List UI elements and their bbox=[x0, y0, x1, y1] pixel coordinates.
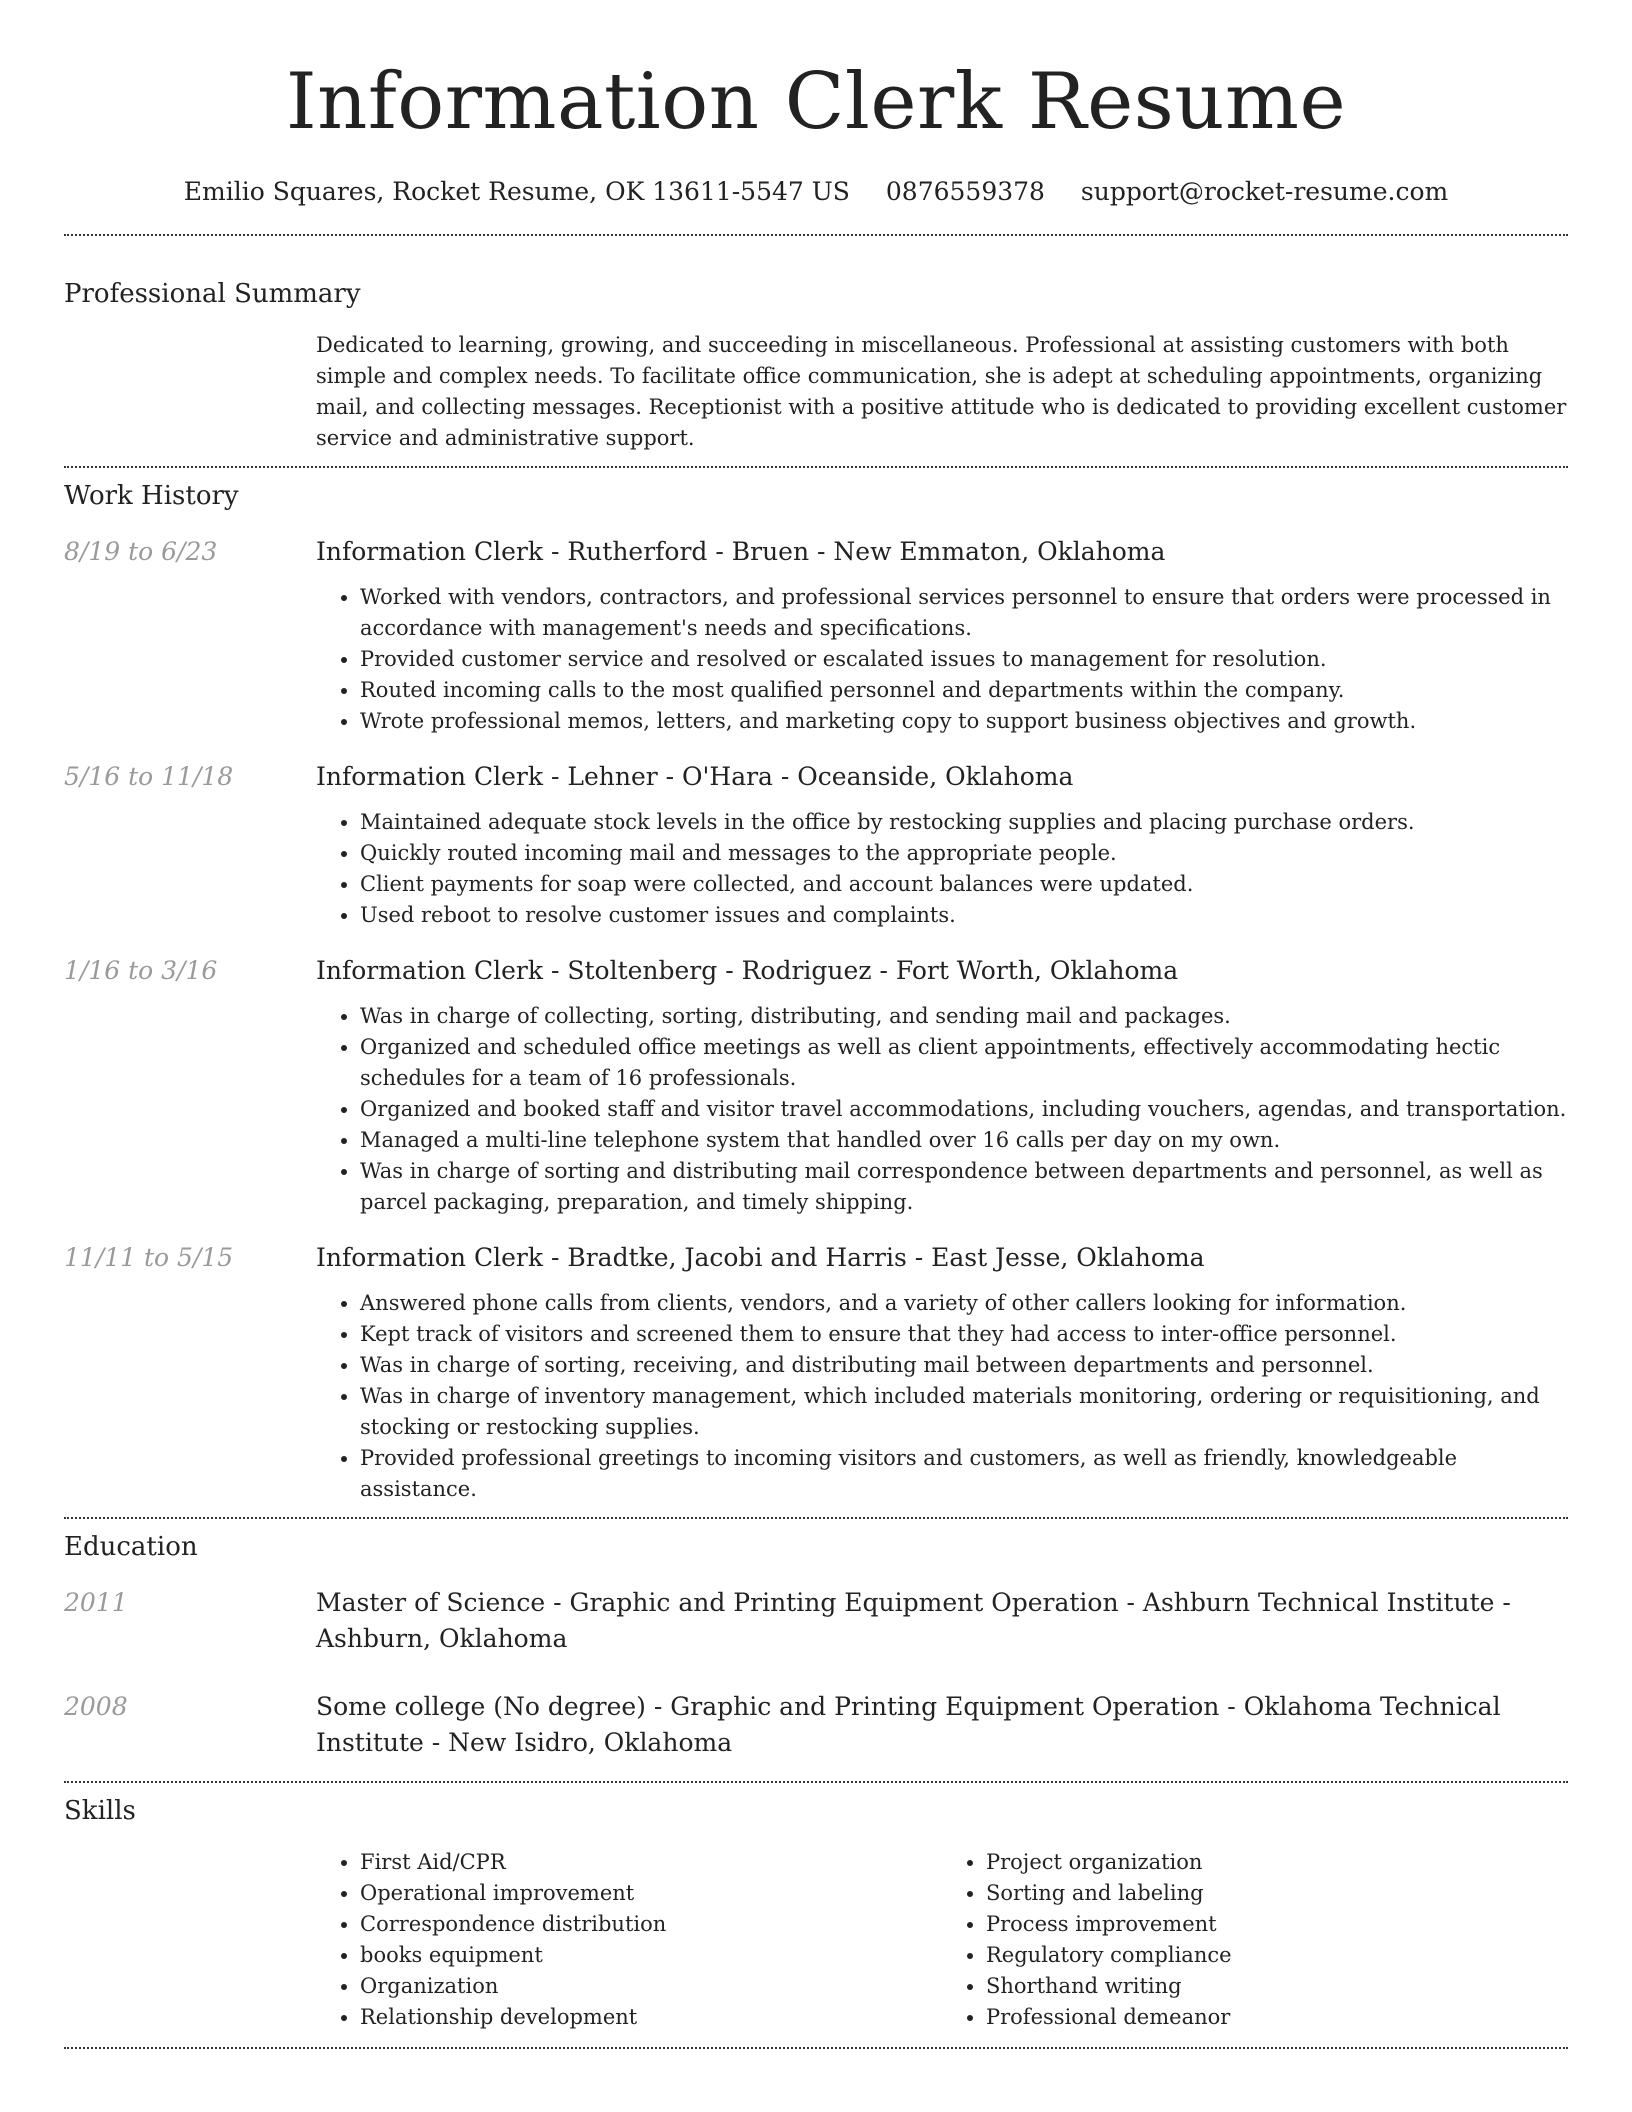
summary-text: Dedicated to learning, growing, and succeeding in miscellaneous. Professional at assisting customers with both simple and complex needs. To facilitate office communication, she is adept at scheduling appointments, organizing mail, and collecting messages. Receptionist with a positive attitude who is dedicated to providing excellent customer service and administrative support. bbox=[316, 333, 1567, 450]
skill-item: • Organization bbox=[360, 1971, 942, 2002]
skills-spacer bbox=[64, 1847, 316, 2033]
job-dates: 1/16 to 3/16 bbox=[64, 956, 218, 985]
skills-list-left bbox=[316, 1847, 942, 2033]
skill-item: • Regulatory compliance bbox=[986, 1940, 1568, 1971]
list-item: • Quickly routed incoming mail and messages to the appropriate people. bbox=[360, 838, 1568, 869]
summary-body bbox=[316, 330, 1568, 454]
list-item: • Was in charge of inventory management, which included materials monitoring, ordering or requisitioning, and stocking or restocking supplies. bbox=[360, 1381, 1568, 1443]
job-entry bbox=[64, 1240, 1568, 1505]
summary-heading: Professional Summary bbox=[64, 279, 361, 309]
job-title: Information Clerk - Bradtke, Jacobi and Harris - East Jesse, Oklahoma bbox=[316, 1243, 1205, 1272]
job-title: Information Clerk - Rutherford - Bruen - New Emmaton, Oklahoma bbox=[316, 537, 1166, 566]
job-bullets bbox=[316, 582, 1568, 737]
summary-section bbox=[64, 236, 1568, 454]
education-entry bbox=[64, 1585, 1568, 1657]
skills-heading: Skills bbox=[64, 1796, 136, 1826]
list-item: • Used reboot to resolve customer issues and complaints. bbox=[360, 900, 1568, 931]
list-item: • Provided professional greetings to incoming visitors and customers, as well as friendly, knowledgeable assistance. bbox=[360, 1443, 1568, 1505]
education-body bbox=[316, 1689, 1568, 1761]
job-bullets bbox=[316, 1001, 1568, 1218]
list-item: • Wrote professional memos, letters, and marketing copy to support business objectives and growth. bbox=[360, 706, 1568, 737]
list-item: • Was in charge of collecting, sorting, distributing, and sending mail and packages. bbox=[360, 1001, 1568, 1032]
education-section bbox=[64, 1519, 1568, 1761]
contact-email: support@rocket-resume.com bbox=[1080, 177, 1449, 206]
job-body bbox=[316, 1240, 1568, 1505]
job-body bbox=[316, 953, 1568, 1218]
list-item: • Worked with vendors, contractors, and professional services personnel to ensure that orders were processed in accordance with management's needs and specifications. bbox=[360, 582, 1568, 644]
skill-item: • Sorting and labeling bbox=[986, 1878, 1568, 1909]
page-title: Information Clerk Resume bbox=[285, 57, 1347, 147]
skills-section bbox=[64, 1783, 1568, 2033]
list-item: • Managed a multi-line telephone system that handled over 16 calls per day on my own. bbox=[360, 1125, 1568, 1156]
summary-spacer bbox=[64, 330, 316, 454]
skill-item: • books equipment bbox=[360, 1940, 942, 1971]
skill-item: • First Aid/CPR bbox=[360, 1847, 942, 1878]
list-item: • Routed incoming calls to the most qualified personnel and departments within the company. bbox=[360, 675, 1568, 706]
skill-item: • Process improvement bbox=[986, 1909, 1568, 1940]
summary-row bbox=[64, 330, 1568, 454]
contact-address: Emilio Squares, Rocket Resume, OK 13611-5547 US bbox=[183, 177, 850, 206]
job-entry bbox=[64, 953, 1568, 1218]
education-body bbox=[316, 1585, 1568, 1657]
job-dates: 8/19 to 6/23 bbox=[64, 537, 218, 566]
list-item: • Organized and booked staff and visitor travel accommodations, including vouchers, agendas, and transportation. bbox=[360, 1094, 1568, 1125]
skill-item: • Relationship development bbox=[360, 2002, 942, 2033]
skills-columns bbox=[316, 1847, 1568, 2033]
skill-item: • Operational improvement bbox=[360, 1878, 942, 1909]
skill-item: • Shorthand writing bbox=[986, 1971, 1568, 2002]
education-year: 2011 bbox=[64, 1588, 128, 1617]
skill-item: • Professional demeanor bbox=[986, 2002, 1568, 2033]
job-entry bbox=[64, 759, 1568, 931]
job-bullets bbox=[316, 807, 1568, 931]
skills-list-right bbox=[942, 1847, 1568, 2033]
education-title: Some college (No degree) - Graphic and Printing Equipment Operation - Oklahoma Technical Institute - New Isidro, Oklahoma bbox=[316, 1692, 1501, 1757]
education-heading: Education bbox=[64, 1532, 198, 1562]
education-title: Master of Science - Graphic and Printing Equipment Operation - Ashburn Technical Institute - Ashburn, Oklahoma bbox=[316, 1588, 1511, 1653]
job-body bbox=[316, 534, 1568, 737]
skill-item: • Correspondence distribution bbox=[360, 1909, 942, 1940]
education-year: 2008 bbox=[64, 1692, 128, 1721]
list-item: • Maintained adequate stock levels in the office by restocking supplies and placing purchase orders. bbox=[360, 807, 1568, 838]
job-dates: 5/16 to 11/18 bbox=[64, 762, 234, 791]
list-item: • Was in charge of sorting, receiving, and distributing mail between departments and personnel. bbox=[360, 1350, 1568, 1381]
list-item: • Organized and scheduled office meetings as well as client appointments, effectively accommodating hectic schedules for a team of 16 professionals. bbox=[360, 1032, 1568, 1094]
list-item: • Answered phone calls from clients, vendors, and a variety of other callers looking for information. bbox=[360, 1288, 1568, 1319]
list-item: • Kept track of visitors and screened them to ensure that they had access to inter-office personnel. bbox=[360, 1319, 1568, 1350]
job-bullets bbox=[316, 1288, 1568, 1505]
list-item: • Client payments for soap were collected, and account balances were updated. bbox=[360, 869, 1568, 900]
skills-row bbox=[64, 1847, 1568, 2033]
job-entry bbox=[64, 534, 1568, 737]
list-item: • Was in charge of sorting and distributing mail correspondence between departments and personnel, as well as parcel packaging, preparation, and timely shipping. bbox=[360, 1156, 1568, 1218]
contact-line bbox=[64, 172, 1568, 212]
job-dates: 11/11 to 5/15 bbox=[64, 1243, 234, 1272]
job-title: Information Clerk - Stoltenberg - Rodriguez - Fort Worth, Oklahoma bbox=[316, 956, 1179, 985]
education-entry bbox=[64, 1689, 1568, 1761]
list-item: • Provided customer service and resolved or escalated issues to management for resolution. bbox=[360, 644, 1568, 675]
skill-item: • Project organization bbox=[986, 1847, 1568, 1878]
divider bbox=[64, 2047, 1568, 2049]
job-title: Information Clerk - Lehner - O'Hara - Oceanside, Oklahoma bbox=[316, 762, 1074, 791]
contact-phone: 0876559378 bbox=[885, 177, 1045, 206]
job-body bbox=[316, 759, 1568, 931]
work-heading: Work History bbox=[64, 481, 239, 511]
work-section bbox=[64, 468, 1568, 1505]
